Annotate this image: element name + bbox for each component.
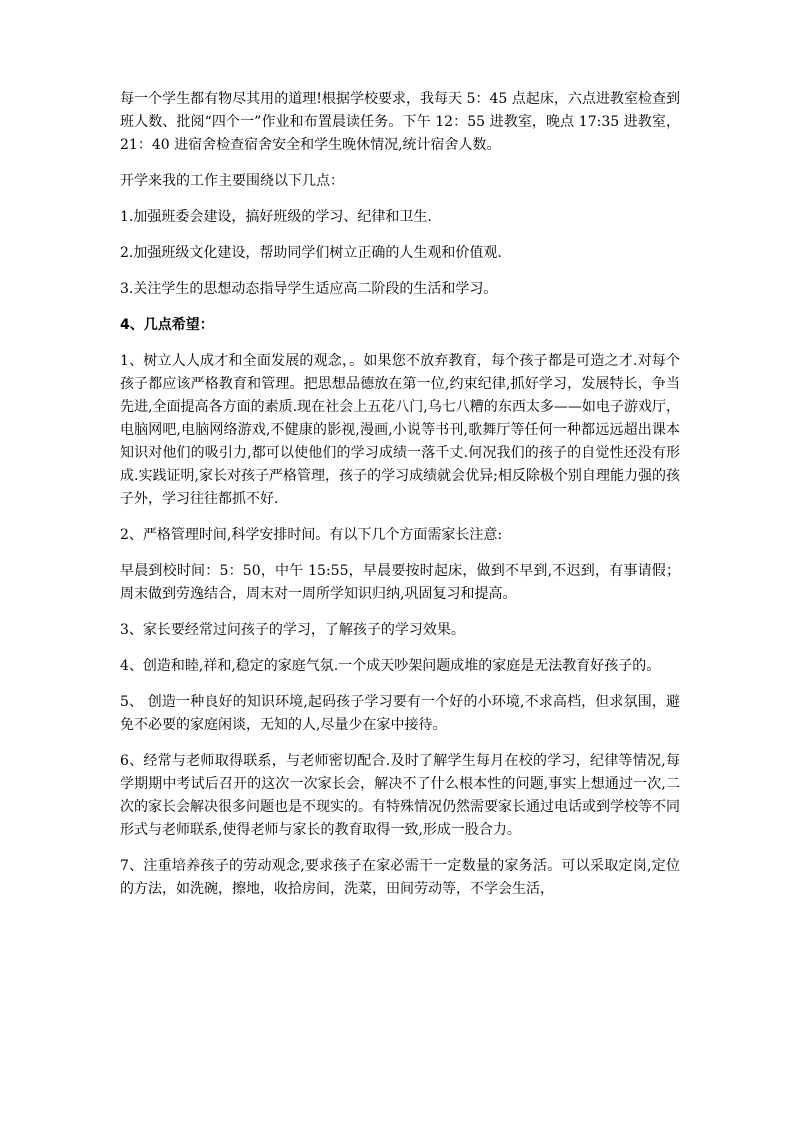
hope-item-2: 2、严格管理时间,科学安排时间。有以下几个方面需家长注意:	[120, 527, 503, 543]
work-focus-item-3: 3.关注学生的思想动态指导学生适应高二阶段的生活和学习。	[120, 281, 498, 297]
hope-item-2-detail: 早晨到校时间：5：50，中午 15:55，早晨要按时起床，做到不早到,不迟到，有事请假；周末做到劳逸结合，周末对一周所学知识归纳,巩固复习和提高。	[120, 563, 680, 602]
hope-item-4: 4、创造和睦,祥和,稳定的家庭气氛.一个成天吵架问题成堆的家庭是无法教育好孩子的。	[120, 658, 661, 674]
hope-item-6: 6、经常与老师取得联系，与老师密切配合.及时了解学生每月在校的学习，纪律等情况,每学期期中考试后召开的这次一次家长会，解决不了什么根本性的问题,事实上想通过一次,二次的家长会解决很多问题也是不现实的。有特殊情况仍然需要家长通过电话或到学校等不同形式与老师联系,使得老师与家长的教育取得一致,形成一股合力。	[120, 753, 680, 838]
section-heading-hopes: 4、几点希望：	[120, 317, 214, 333]
hope-item-1: 1、树立人人成才和全面发展的观念，。如果您不放弃教育，每个孩子都是可造之才.对每个孩子都应该严格教育和管理。把思想品德放在第一位,约束纪律,抓好学习，发展特长，争当先进,全面提高各方面的素质.现在社会上五花八门,乌七八糟的东西太多——如电子游戏厅，电脑网吧,电脑网络游戏,不健康的影视,漫画,小说等书刊,歌舞厅等任何一种都远远超出课本知识对他们的吸引力,都可以使他们的学习成绩一落千丈.何况我们的孩子的自觉性还没有形成.实践证明,家长对孩子严格管理，孩子的学习成绩就会优异;相反除极个别自理能力强的孩子外，学习往往都抓不好.	[120, 353, 680, 507]
hope-item-7: 7、注重培养孩子的劳动观念,要求孩子在家必需干一定数量的家务活。可以采取定岗,定位的方法，如洗碗，擦地，收拾房间，洗菜，田间劳动等，不学会生活，	[120, 858, 680, 897]
document-body	[120, 88, 680, 914]
work-focus-intro: 开学来我的工作主要围绕以下几点：	[120, 173, 344, 189]
intro-paragraph: 每一个学生都有物尽其用的道理!根据学校要求，我每天 5：45 点起床，六点进教室检查到班人数、批阅“四个一”作业和布置晨读任务。下午 12：55 进教室，晚点 17:35 进教室，21：40 进宿舍检查宿舍安全和学生晚休情况,统计宿舍人数。	[120, 91, 680, 153]
hope-item-5: 5、 创造一种良好的知识环境,起码孩子学习要有一个好的小环境,不求高档，但求氛围，避免不必要的家庭闲谈，无知的人,尽量少在家中接待。	[120, 694, 680, 733]
hope-item-3: 3、家长要经常过问孩子的学习，了解孩子的学习效果。	[120, 622, 465, 638]
work-focus-item-1: 1.加强班委会建设，搞好班级的学习、纪律和卫生.	[120, 209, 432, 225]
work-focus-item-2: 2.加强班级文化建设，帮助同学们树立正确的人生观和价值观.	[120, 245, 502, 261]
